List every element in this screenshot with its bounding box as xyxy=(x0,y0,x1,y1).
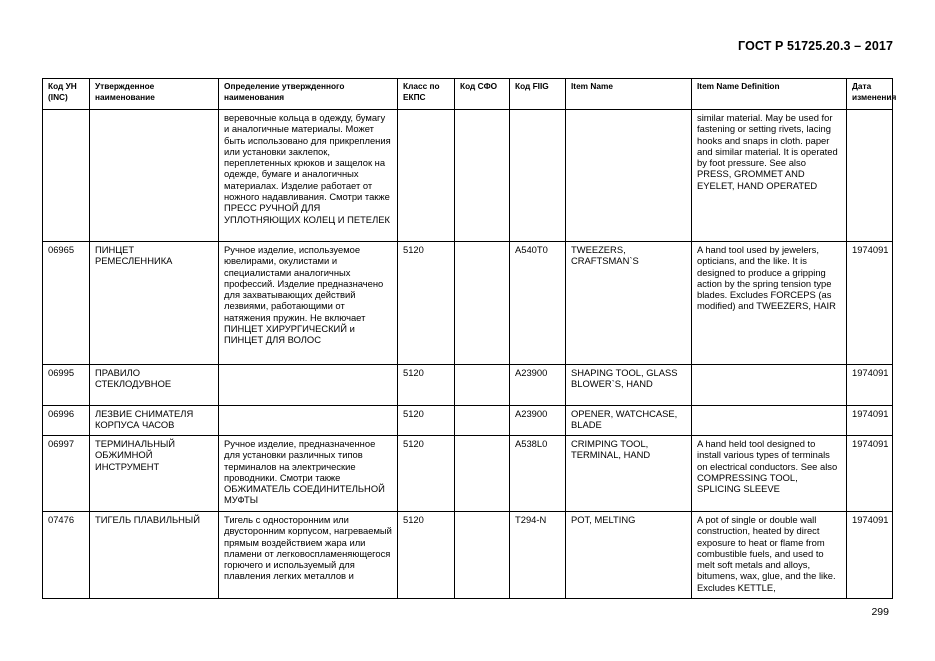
page-number: 299 xyxy=(871,606,889,618)
cell-sfo-code xyxy=(455,436,510,512)
table-row xyxy=(43,365,893,406)
cell-approved-name: ПИНЦЕТ РЕМЕСЛЕННИКА xyxy=(90,242,219,365)
cell-item-name-definition: A pot of single or double wall construction, heated by direct exposure to heat or flame from combustible fuels, and used to melt soft metals and alloys, bitumens, wax, glue, and the like. Excludes KETTLE, xyxy=(692,512,847,599)
cell-inc: 07476 xyxy=(43,512,90,599)
col-header-change-date: Дата изменения xyxy=(847,79,893,110)
cell-fiig-code: A23900 xyxy=(510,406,566,436)
cell-item-name: SHAPING TOOL, GLASS BLOWER`S, HAND xyxy=(566,365,692,406)
cell-sfo-code xyxy=(455,406,510,436)
cell-definition xyxy=(219,365,398,406)
cell-change-date: 1974091 xyxy=(847,406,893,436)
col-header-ekps-class: Класс по ЕКПС xyxy=(398,79,455,110)
cell-item-name: POT, MELTING xyxy=(566,512,692,599)
cell-change-date: 1974091 xyxy=(847,242,893,365)
cell-ekps-class: 5120 xyxy=(398,242,455,365)
cell-approved-name xyxy=(90,110,219,242)
catalog-table xyxy=(42,78,897,599)
table-row xyxy=(43,242,893,365)
cell-sfo-code xyxy=(455,242,510,365)
cell-inc: 06965 xyxy=(43,242,90,365)
cell-definition: веревочные кольца в одежду, бумагу и аналогичные материалы. Может быть использовано для прикрепления или установки заклепок, переплетенных крюков и защелок на одежде, бумаге и аналогичных материалах. Изделие работает от ножного надавливания. Смотри также ПРЕСС РУЧНОЙ ДЛЯ УПЛОТНЯЮЩИХ КОЛЕЦ И ПЕТЕЛЕК xyxy=(219,110,398,242)
cell-ekps-class xyxy=(398,110,455,242)
table-row xyxy=(43,436,893,512)
cell-inc: 06996 xyxy=(43,406,90,436)
col-header-fiig-code: Код FIIG xyxy=(510,79,566,110)
col-header-item-name-definition: Item Name Definition xyxy=(692,79,847,110)
table-row xyxy=(43,110,893,242)
cell-inc xyxy=(43,110,90,242)
cell-inc: 06995 xyxy=(43,365,90,406)
cell-item-name-definition: A hand held tool designed to install various types of terminals on electrical conductors. See also COMPRESSING TOOL, SPLICING SLEEVE xyxy=(692,436,847,512)
cell-definition: Ручное изделие, предназначенное для установки различных типов терминалов на электрические проводники. Смотри также ОБЖИМАТЕЛЬ СОЕДИНИТЕЛЬНОЙ МУФТЫ xyxy=(219,436,398,512)
cell-definition xyxy=(219,406,398,436)
cell-change-date: 1974091 xyxy=(847,436,893,512)
cell-sfo-code xyxy=(455,365,510,406)
cell-fiig-code: T294-N xyxy=(510,512,566,599)
cell-inc: 06997 xyxy=(43,436,90,512)
cell-approved-name: ТЕРМИНАЛЬНЫЙ ОБЖИМНОЙ ИНСТРУМЕНТ xyxy=(90,436,219,512)
cell-approved-name: ТИГЕЛЬ ПЛАВИЛЬНЫЙ xyxy=(90,512,219,599)
cell-sfo-code xyxy=(455,110,510,242)
cell-definition: Тигель с односторонним или двусторонним корпусом, нагреваемый прямым воздействием жара или пламени от легковоспламеняющегося горючего и используемый для плавления легких металлов и xyxy=(219,512,398,599)
cell-ekps-class: 5120 xyxy=(398,512,455,599)
cell-change-date xyxy=(847,110,893,242)
document-standard-code: ГОСТ Р 51725.20.3 – 2017 xyxy=(738,39,893,53)
cell-item-name-definition xyxy=(692,365,847,406)
cell-ekps-class: 5120 xyxy=(398,365,455,406)
cell-item-name-definition: similar material. May be used for fastening or setting rivets, lacing hooks and snaps in cloth. paper and similar material. It is operated by foot pressure. See also PRESS, GROMMET AND EYELET, HAND OPERATED xyxy=(692,110,847,242)
cell-item-name: CRIMPING TOOL, TERMINAL, HAND xyxy=(566,436,692,512)
table-row xyxy=(43,512,893,599)
cell-fiig-code xyxy=(510,110,566,242)
cell-definition: Ручное изделие, используемое ювелирами, окулистами и специалистами аналогичных профессий. Изделие предназначено для захватывающих действий лезвиями, работающими от натяжения пружин. Не включает ПИНЦЕТ ХИРУРГИЧЕСКИЙ и ПИНЦЕТ ДЛЯ ВОЛОС xyxy=(219,242,398,365)
col-header-approved-name: Утвержденное наименование xyxy=(90,79,219,110)
cell-fiig-code: A538L0 xyxy=(510,436,566,512)
col-header-inc: Код УН (INC) xyxy=(43,79,90,110)
col-header-definition: Определение утвержденного наименования xyxy=(219,79,398,110)
cell-item-name: TWEEZERS, CRAFTSMAN`S xyxy=(566,242,692,365)
cell-item-name: OPENER, WATCHCASE, BLADE xyxy=(566,406,692,436)
cell-sfo-code xyxy=(455,512,510,599)
cell-fiig-code: A23900 xyxy=(510,365,566,406)
cell-fiig-code: A540T0 xyxy=(510,242,566,365)
col-header-sfo-code: Код СФО xyxy=(455,79,510,110)
cell-approved-name: ЛЕЗВИЕ СНИМАТЕЛЯ КОРПУСА ЧАСОВ xyxy=(90,406,219,436)
cell-item-name-definition xyxy=(692,406,847,436)
cell-item-name xyxy=(566,110,692,242)
col-header-item-name: Item Name xyxy=(566,79,692,110)
cell-item-name-definition: A hand tool used by jewelers, opticians, and the like. It is designed to produce a gripping action by the spring tension type blades. Excludes FORCEPS (as modified) and TWEEZERS, HAIR xyxy=(692,242,847,365)
cell-change-date: 1974091 xyxy=(847,365,893,406)
cell-ekps-class: 5120 xyxy=(398,436,455,512)
cell-ekps-class: 5120 xyxy=(398,406,455,436)
table-row xyxy=(43,406,893,436)
table-header-row xyxy=(43,79,893,110)
cell-change-date: 1974091 xyxy=(847,512,893,599)
cell-approved-name: ПРАВИЛО СТЕКЛОДУВНОЕ xyxy=(90,365,219,406)
